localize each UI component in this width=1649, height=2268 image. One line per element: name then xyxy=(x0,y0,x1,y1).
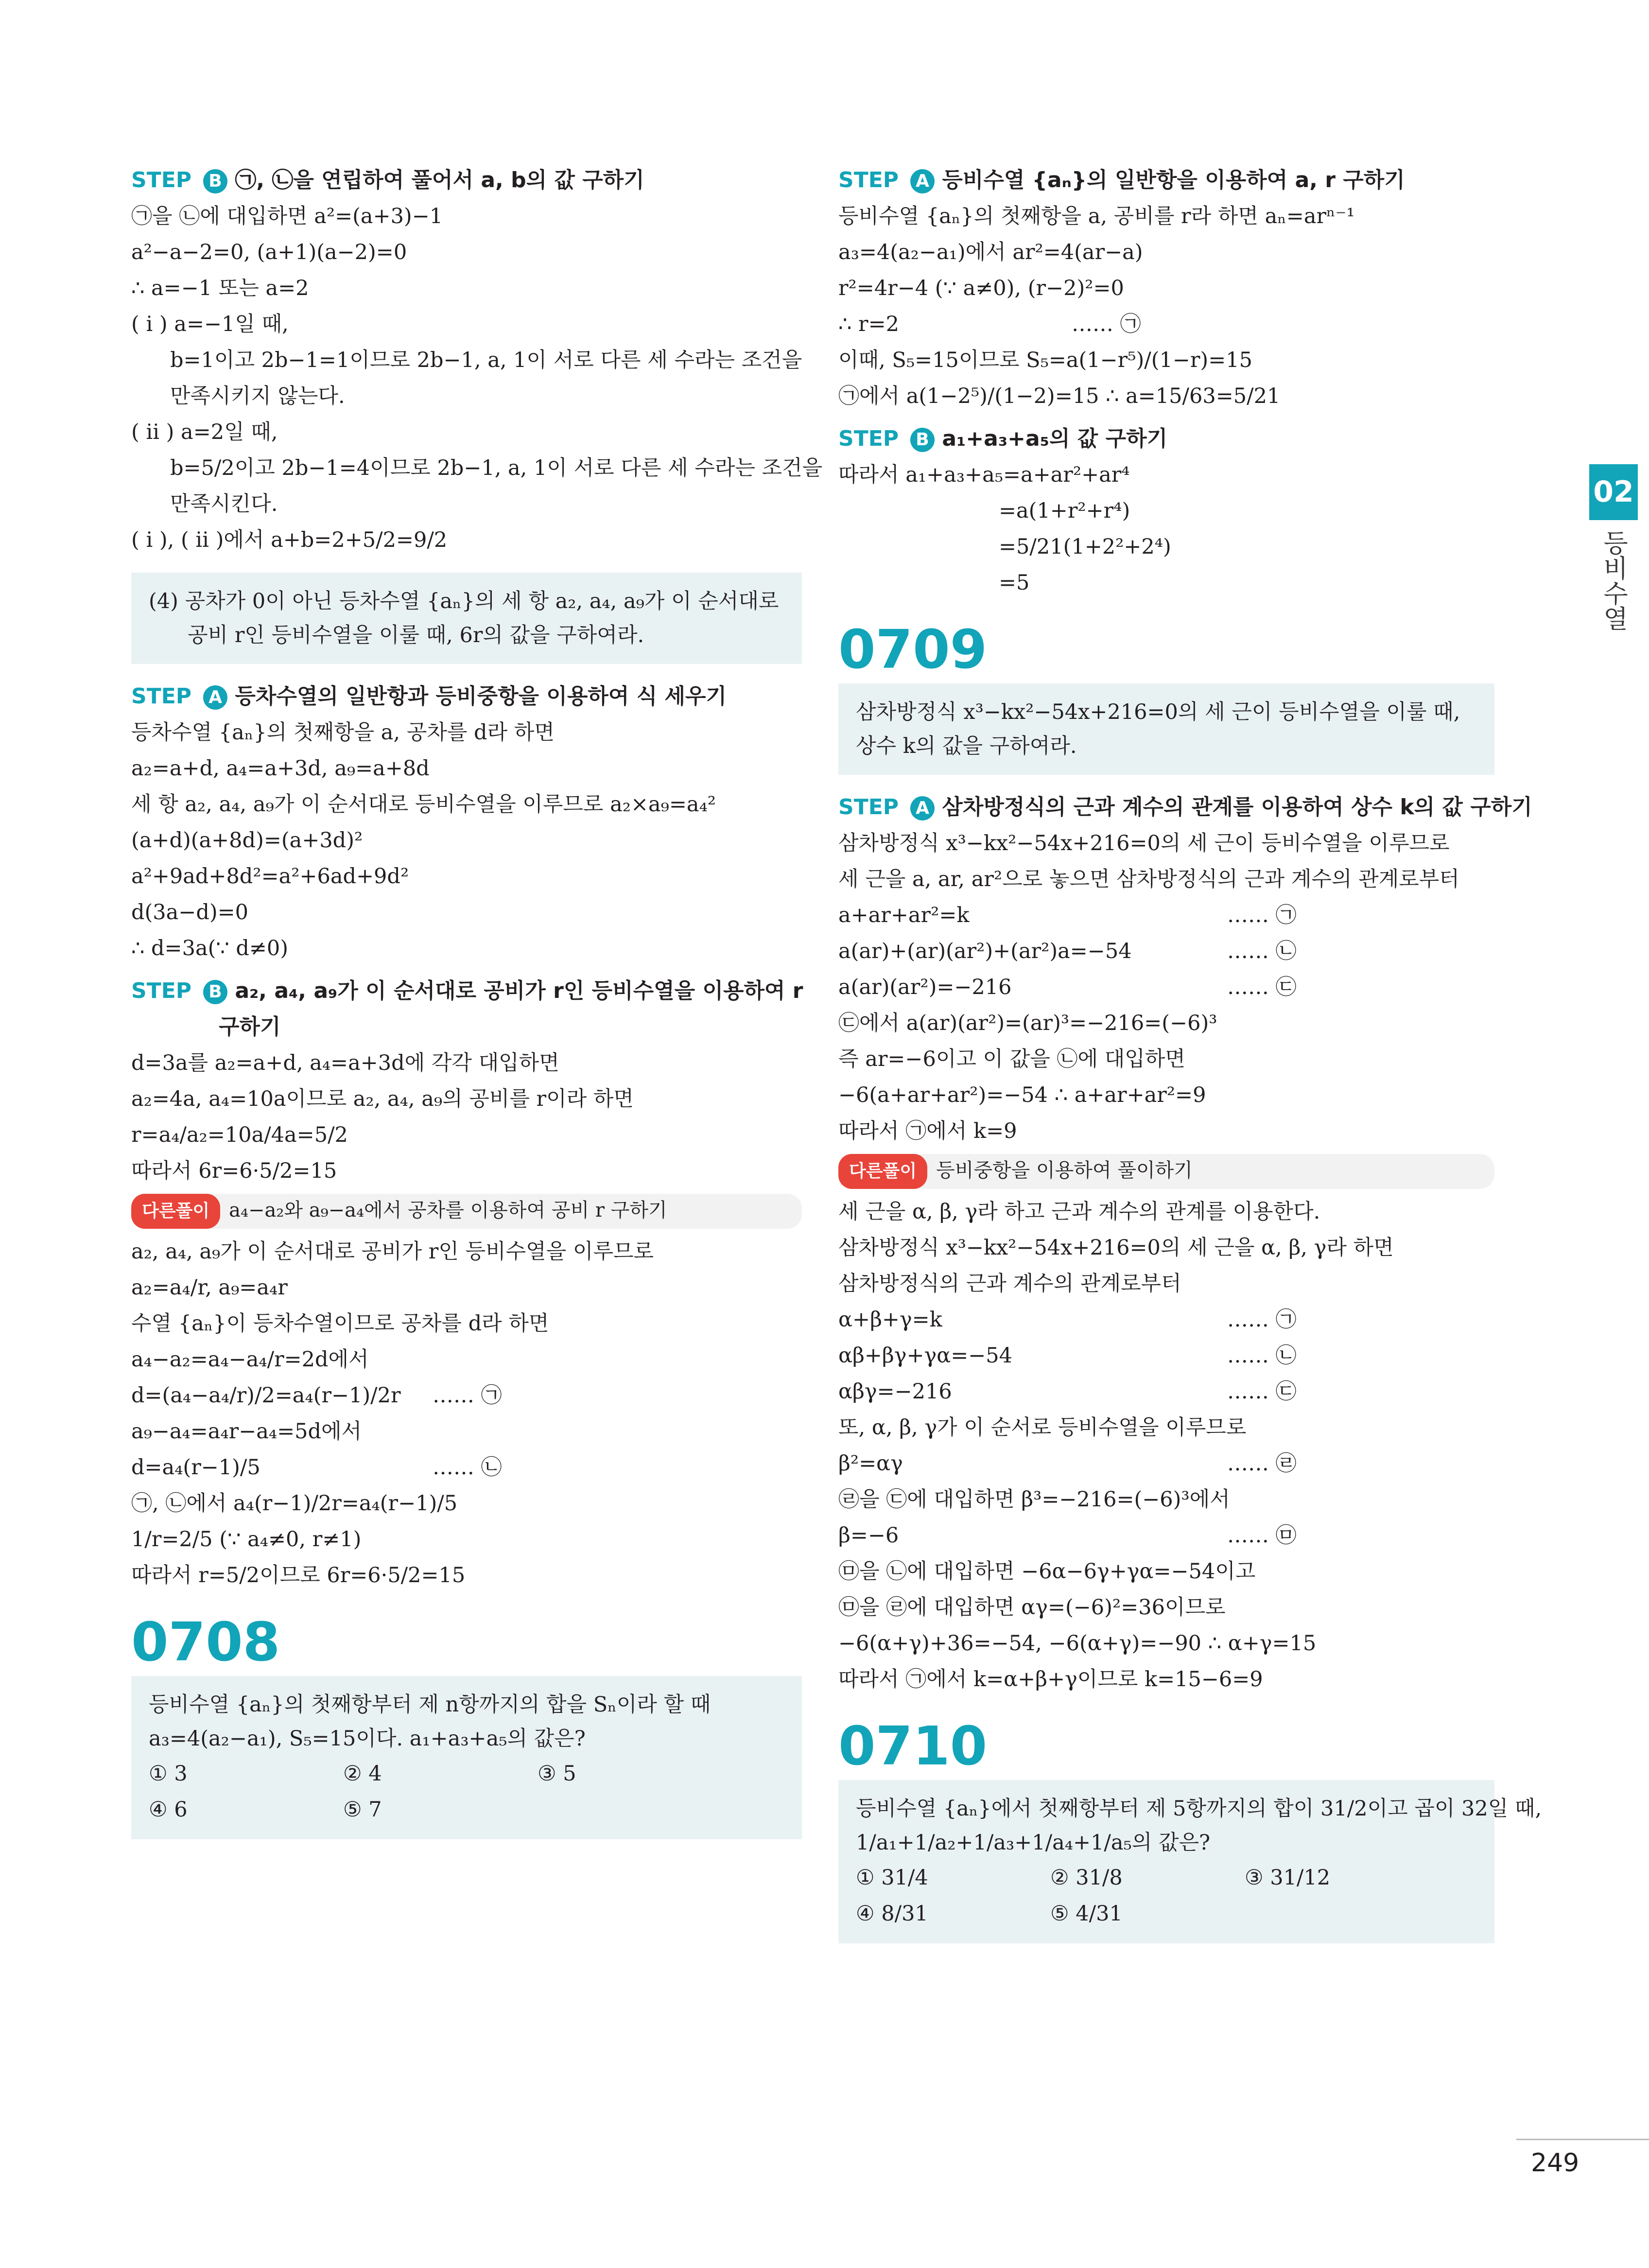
text-line: 수열 {aₙ}이 등차수열이므로 공차를 d라 하면 xyxy=(131,1311,549,1336)
text-line: ∴ a=−1 또는 a=2 xyxy=(131,276,309,300)
step-heading: STEP B a₂, a₄, a₉가 이 순서대로 공비가 r인 등비수열을 이용하여 r xyxy=(131,978,803,1003)
text-line: b=1이고 2b−1=1이므로 2b−1, a, 1이 서로 다른 세 수라는 조건을 xyxy=(170,348,802,372)
text-line: ( i ), ( ii )에서 a+b=2+5/2=9/2 xyxy=(131,528,448,552)
choice[interactable]: ① 31/4 xyxy=(856,1866,928,1890)
right-column xyxy=(838,156,1542,1958)
text-line: ㉤을 ㉡에 대입하면 −6α−6γ+γα=−54이고 xyxy=(838,1559,1256,1584)
text-line: d=3a를 a₂=a+d, a₄=a+3d에 각각 대입하면 xyxy=(131,1051,559,1075)
text-line: =5 xyxy=(999,571,1030,595)
problem-box xyxy=(131,1676,802,1839)
step-heading: STEP B a₁+a₃+a₅의 값 구하기 xyxy=(838,426,1168,451)
step-heading: STEP B ㉠, ㉡을 연립하여 풀어서 a, b의 값 구하기 xyxy=(131,168,644,192)
text-line: r=a₄/a₂=10a/4a=5/2 xyxy=(131,1123,348,1147)
text-line: 따라서 r=5/2이므로 6r=6·5/2=15 xyxy=(131,1563,466,1588)
problem-number: 0708 xyxy=(131,1611,280,1673)
text-line: (a+d)(a+8d)=(a+3d)² xyxy=(131,828,363,853)
problem-line: 상수 k의 값을 구하여라. xyxy=(856,734,1077,758)
text-line: 따라서 ㉠에서 k=9 xyxy=(838,1119,1017,1143)
choice[interactable]: ③ 5 xyxy=(538,1762,576,1786)
eq-mark: …… ㉣ xyxy=(1227,1451,1297,1476)
text-line: 세 근을 α, β, γ라 하고 근과 계수의 관계를 이용한다. xyxy=(838,1200,1320,1224)
text-line: 삼차방정식의 근과 계수의 관계로부터 xyxy=(838,1272,1181,1296)
text-line: ∴ r=2 …… ㉠ xyxy=(838,312,1141,336)
text-line: b=5/2이고 2b−1=4이므로 2b−1, a, 1이 서로 다른 세 수라는 조건을 xyxy=(170,456,823,480)
text-line: a₂=4a, a₄=10a이므로 a₂, a₄, a₉의 공비를 r이라 하면 xyxy=(131,1087,634,1111)
text-line: ㉢에서 a(ar)(ar²)=(ar)³=−216=(−6)³ xyxy=(838,1011,1217,1035)
alt-solution-heading: 다른풀이 등비중항을 이용하여 풀이하기 xyxy=(838,1154,1494,1189)
choices xyxy=(149,1792,784,1828)
problem-box xyxy=(131,573,802,664)
text-line: ( ii ) a=2일 때, xyxy=(131,420,278,444)
chapter-tab[interactable]: 02 xyxy=(1589,464,1638,520)
text-line: α+β+γ=k …… ㉠ xyxy=(838,1308,1297,1332)
text-line: r²=4r−4 (∵ a≠0), (r−2)²=0 xyxy=(838,276,1124,300)
text-line: 이때, S₅=15이므로 S₅=a(1−r⁵)/(1−r)=15 xyxy=(838,348,1252,372)
choices xyxy=(149,1756,784,1792)
text-line: 또, α, β, γ가 이 순서로 등비수열을 이루므로 xyxy=(838,1415,1247,1440)
text-line: a₄−a₂=a₄−a₄/r=2d에서 xyxy=(131,1347,369,1372)
choice[interactable]: ④ 6 xyxy=(149,1797,188,1822)
text-line: a²−a−2=0, (a+1)(a−2)=0 xyxy=(131,240,407,264)
text-line: ( i ) a=−1일 때, xyxy=(131,312,289,336)
text-line: −6(α+γ)+36=−54, −6(α+γ)=−90 ∴ α+γ=15 xyxy=(838,1631,1317,1656)
problem-line: 등비수열 {aₙ}의 첫째항부터 제 n항까지의 합을 Sₙ이라 할 때 xyxy=(149,1692,711,1717)
text-line: a₂=a+d, a₄=a+3d, a₉=a+8d xyxy=(131,756,430,781)
text-line: −6(a+ar+ar²)=−54 ∴ a+ar+ar²=9 xyxy=(838,1083,1206,1107)
text-line: d(3a−d)=0 xyxy=(131,900,249,925)
text-line: ㉠, ㉡에서 a₄(r−1)/2r=a₄(r−1)/5 xyxy=(131,1491,458,1516)
page-number: 249 xyxy=(1531,2148,1580,2178)
text-line: d=a₄(r−1)/5 …… ㉡ xyxy=(131,1455,502,1480)
text-line: a₂=a₄/r, a₉=a₄r xyxy=(131,1275,288,1300)
text-line: 따라서 a₁+a₃+a₅=a+ar²+ar⁴ xyxy=(838,463,1130,487)
problem-number: 0710 xyxy=(838,1715,988,1777)
problem-line: 1/a₁+1/a₂+1/a₃+1/a₄+1/a₅의 값은? xyxy=(856,1831,1211,1855)
text-line: 즉 ar=−6이고 이 값을 ㉡에 대입하면 xyxy=(838,1047,1185,1071)
text-line: a+ar+ar²=k …… ㉠ xyxy=(838,903,1297,927)
text-line: a(ar)+(ar)(ar²)+(ar²)a=−54 …… ㉡ xyxy=(838,939,1297,963)
eq-mark: …… ㉡ xyxy=(1227,939,1297,963)
text-line: αβγ=−216 …… ㉢ xyxy=(838,1379,1297,1404)
step-heading: STEP A 삼차방정식의 근과 계수의 관계를 이용하여 상수 k의 값 구하기 xyxy=(838,795,1532,820)
text-line: a²+9ad+8d²=a²+6ad+9d² xyxy=(131,864,409,889)
problem-line: (4) 공차가 0이 아닌 등차수열 {aₙ}의 세 항 a₂, a₄, a₉가 이 순서대로 xyxy=(149,589,779,613)
eq-mark: …… ㉢ xyxy=(1227,1379,1297,1404)
eq-mark: …… ㉤ xyxy=(1227,1523,1297,1548)
problem-number: 0709 xyxy=(838,618,988,680)
page-divider xyxy=(1516,2139,1649,2140)
text-line: a₃=4(a₂−a₁)에서 ar²=4(ar−a) xyxy=(838,240,1143,264)
text-line: a₂, a₄, a₉가 이 순서대로 공비가 r인 등비수열을 이루므로 xyxy=(131,1239,654,1264)
problem-box xyxy=(838,1780,1542,1943)
text-line: 세 근을 a, ar, ar²으로 놓으면 삼차방정식의 근과 계수의 관계로부터 xyxy=(838,867,1459,891)
text-line: a₉−a₄=a₄r−a₄=5d에서 xyxy=(131,1419,362,1444)
choice[interactable]: ⑤ 7 xyxy=(343,1797,382,1822)
eq-mark: …… ㉢ xyxy=(1227,975,1297,999)
text-line: ㉠을 ㉡에 대입하면 a²=(a+3)−1 xyxy=(131,204,443,228)
text-line: ∴ d=3a(∵ d≠0) xyxy=(131,936,289,960)
text-line: ㉣을 ㉢에 대입하면 β³=−216=(−6)³에서 xyxy=(838,1487,1230,1512)
text-line: β²=αγ …… ㉣ xyxy=(838,1451,1297,1476)
text-line: 등차수열 {aₙ}의 첫째항을 a, 공차를 d라 하면 xyxy=(131,720,555,745)
eq-mark: …… ㉠ xyxy=(1227,1308,1297,1332)
text-line: 만족시킨다. xyxy=(170,492,278,516)
eq-mark: …… ㉡ xyxy=(1227,1343,1297,1368)
step-heading-cont: 구하기 xyxy=(219,1014,281,1039)
choice[interactable]: ③ 31/12 xyxy=(1245,1866,1331,1890)
step-heading: STEP A 등차수열의 일반항과 등비중항을 이용하여 식 세우기 xyxy=(131,684,727,709)
choice[interactable]: ② 31/8 xyxy=(1050,1866,1123,1890)
text-line: a(ar)(ar²)=−216 …… ㉢ xyxy=(838,975,1297,999)
text-line: 1/r=2/5 (∵ a₄≠0, r≠1) xyxy=(131,1527,362,1552)
text-line: ㉤을 ㉣에 대입하면 αγ=(−6)²=36이므로 xyxy=(838,1595,1226,1620)
text-line: d=(a₄−a₄/r)/2=a₄(r−1)/2r …… ㉠ xyxy=(131,1383,502,1408)
step-heading: STEP A 등비수열 {aₙ}의 일반항을 이용하여 a, r 구하기 xyxy=(838,168,1405,192)
left-column xyxy=(131,156,823,1854)
problem-line: 삼차방정식 x³−kx²−54x+216=0의 세 근이 등비수열을 이룰 때, xyxy=(856,700,1460,724)
text-line: 세 항 a₂, a₄, a₉가 이 순서대로 등비수열을 이루므로 a₂×a₉=a₄² xyxy=(131,792,716,817)
text-line: 따라서 ㉠에서 k=α+β+γ이므로 k=15−6=9 xyxy=(838,1667,1263,1692)
text-line: β=−6 …… ㉤ xyxy=(838,1523,1297,1548)
text-line: =a(1+r²+r⁴) xyxy=(999,499,1130,523)
text-line: ㉠에서 a(1−2⁵)/(1−2)=15 ∴ a=15/63=5/21 xyxy=(838,384,1281,408)
choice[interactable]: ② 4 xyxy=(343,1762,382,1786)
text-line: 삼차방정식 x³−kx²−54x+216=0의 세 근을 α, β, γ라 하면 xyxy=(838,1236,1394,1260)
text-line: αβ+βγ+γα=−54 …… ㉡ xyxy=(838,1343,1297,1368)
eq-mark: …… ㉠ xyxy=(1072,312,1141,336)
problem-box xyxy=(838,683,1494,775)
chapter-label: 등비수열 xyxy=(1598,530,1628,631)
eq-mark: …… ㉠ xyxy=(433,1383,502,1408)
text-line: 만족시키지 않는다. xyxy=(170,384,345,408)
alt-solution-heading: 다른풀이 a₄−a₂와 a₉−a₄에서 공차를 이용하여 공비 r 구하기 xyxy=(131,1194,802,1229)
choices xyxy=(856,1896,1477,1932)
choice[interactable]: ⑤ 4/31 xyxy=(1050,1902,1123,1926)
text-line: 삼차방정식 x³−kx²−54x+216=0의 세 근이 등비수열을 이루므로 xyxy=(838,831,1450,855)
problem-line: a₃=4(a₂−a₁), S₅=15이다. a₁+a₃+a₅의 값은? xyxy=(149,1727,586,1751)
eq-mark: …… ㉠ xyxy=(1227,903,1297,927)
choice[interactable]: ④ 8/31 xyxy=(856,1902,928,1926)
choice[interactable]: ① 3 xyxy=(149,1762,188,1786)
problem-line: 공비 r인 등비수열을 이룰 때, 6r의 값을 구하여라. xyxy=(188,623,644,647)
choices xyxy=(856,1860,1477,1896)
text-line: =5/21(1+2²+2⁴) xyxy=(999,535,1171,559)
eq-mark: …… ㉡ xyxy=(433,1455,502,1480)
problem-line: 등비수열 {aₙ}에서 첫째항부터 제 5항까지의 합이 31/2이고 곱이 32일 때, xyxy=(856,1797,1542,1821)
text-line: 등비수열 {aₙ}의 첫째항을 a, 공비를 r라 하면 aₙ=arⁿ⁻¹ xyxy=(838,204,1355,228)
text-line: 따라서 6r=6·5/2=15 xyxy=(131,1159,337,1183)
